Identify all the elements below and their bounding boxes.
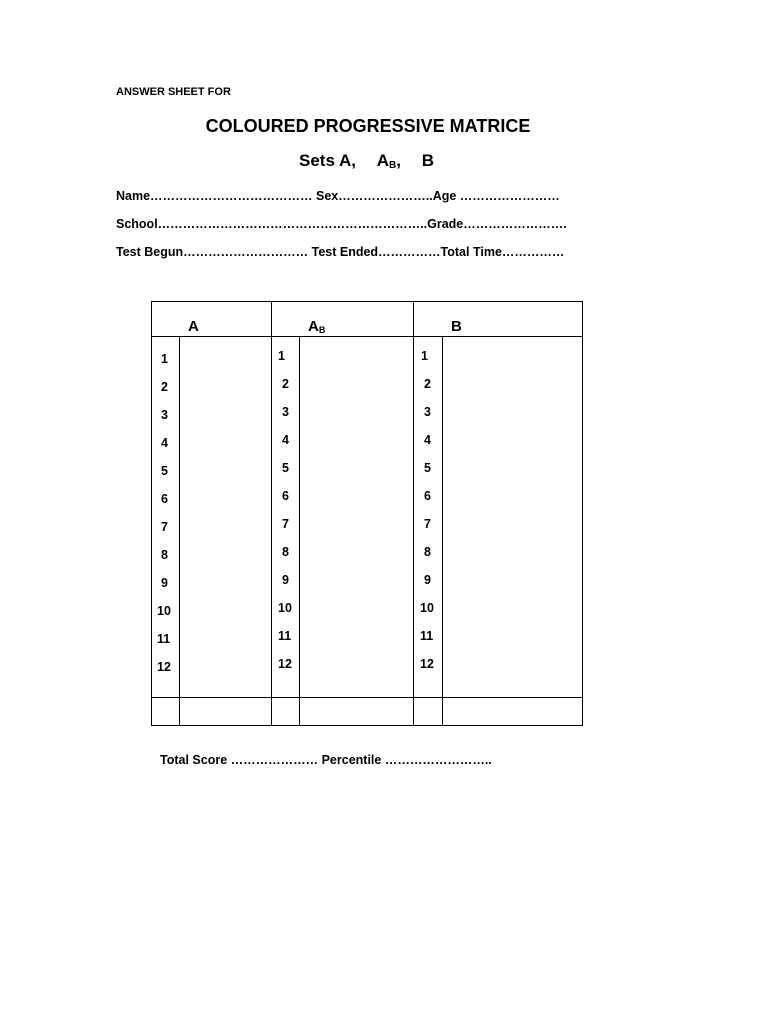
item-number-b-6: 6 bbox=[424, 489, 431, 503]
subtitle-prefix: Sets A, bbox=[299, 151, 357, 170]
item-number-b-12: 12 bbox=[420, 657, 434, 671]
item-number-a-9: 9 bbox=[161, 576, 168, 590]
subtitle-ab-comma: , bbox=[396, 151, 401, 170]
item-number-ab-6: 6 bbox=[282, 489, 289, 503]
item-number-b-9: 9 bbox=[424, 573, 431, 587]
item-number-b-3: 3 bbox=[424, 405, 431, 419]
item-number-a-8: 8 bbox=[161, 548, 168, 562]
score-line: Total Score ………………… Percentile …………………….. bbox=[160, 753, 492, 767]
item-number-ab-7: 7 bbox=[282, 517, 289, 531]
item-number-b-5: 5 bbox=[424, 461, 431, 475]
test-time-line: Test Begun………………………… Test Ended……………Total Time…………… bbox=[116, 245, 565, 259]
school-grade-line: School………………………………………………………..Grade……………………. bbox=[116, 217, 567, 231]
item-number-a-7: 7 bbox=[161, 520, 168, 534]
column-divider-ab-b bbox=[413, 301, 414, 726]
table-total-row-divider bbox=[151, 697, 583, 698]
sets-subtitle bbox=[299, 151, 434, 171]
table-border-left bbox=[151, 301, 152, 726]
item-number-a-12: 12 bbox=[157, 660, 171, 674]
column-header-ab-sub: B bbox=[318, 325, 326, 335]
item-number-a-5: 5 bbox=[161, 464, 168, 478]
number-divider-ab bbox=[299, 336, 300, 726]
column-header-b bbox=[451, 318, 462, 335]
item-number-a-11: 11 bbox=[157, 632, 171, 646]
item-number-b-10: 10 bbox=[420, 601, 434, 615]
page-title: COLOURED PROGRESSIVE MATRICE bbox=[205, 116, 531, 136]
item-number-a-4: 4 bbox=[161, 436, 168, 450]
item-number-a-6: 6 bbox=[161, 492, 168, 506]
table-border-right bbox=[582, 301, 583, 726]
column-header-a-label: A bbox=[188, 318, 199, 335]
number-divider-b bbox=[442, 336, 443, 726]
column-header-b-label: B bbox=[451, 318, 462, 335]
item-number-b-7: 7 bbox=[424, 517, 431, 531]
table-header-divider bbox=[151, 336, 583, 337]
item-number-ab-1: 1 bbox=[278, 349, 285, 363]
item-number-ab-4: 4 bbox=[282, 433, 289, 447]
item-number-ab-5: 5 bbox=[282, 461, 289, 475]
name-sex-age-line: Name………………………………… Sex…………………..Age …………………… bbox=[116, 189, 560, 203]
subtitle-set-ab bbox=[377, 151, 401, 171]
column-header-a bbox=[188, 318, 199, 335]
table-border-bottom bbox=[151, 725, 583, 726]
number-divider-a bbox=[179, 336, 180, 726]
item-number-a-10: 10 bbox=[157, 604, 171, 618]
column-divider-a-ab bbox=[271, 301, 272, 726]
item-number-a-3: 3 bbox=[161, 408, 168, 422]
answer-sheet-label: ANSWER SHEET FOR bbox=[116, 86, 231, 98]
subtitle-set-b: B bbox=[421, 151, 435, 170]
item-number-ab-2: 2 bbox=[282, 377, 289, 391]
item-number-b-4: 4 bbox=[424, 433, 431, 447]
column-header-ab-label: A bbox=[308, 318, 319, 335]
item-number-ab-8: 8 bbox=[282, 545, 289, 559]
item-number-ab-10: 10 bbox=[278, 601, 292, 615]
item-number-a-2: 2 bbox=[161, 380, 168, 394]
column-header-ab bbox=[308, 318, 325, 335]
subtitle-ab-sub: B bbox=[389, 160, 397, 171]
item-number-b-1: 1 bbox=[421, 349, 428, 363]
item-number-ab-12: 12 bbox=[278, 657, 292, 671]
subtitle-ab-main: A bbox=[376, 151, 390, 170]
item-number-ab-3: 3 bbox=[282, 405, 289, 419]
item-number-b-8: 8 bbox=[424, 545, 431, 559]
item-number-b-11: 11 bbox=[420, 629, 434, 643]
item-number-a-1: 1 bbox=[161, 352, 168, 366]
item-number-b-2: 2 bbox=[424, 377, 431, 391]
item-number-ab-11: 11 bbox=[278, 629, 292, 643]
table-border-top bbox=[151, 301, 583, 302]
item-number-ab-9: 9 bbox=[282, 573, 289, 587]
